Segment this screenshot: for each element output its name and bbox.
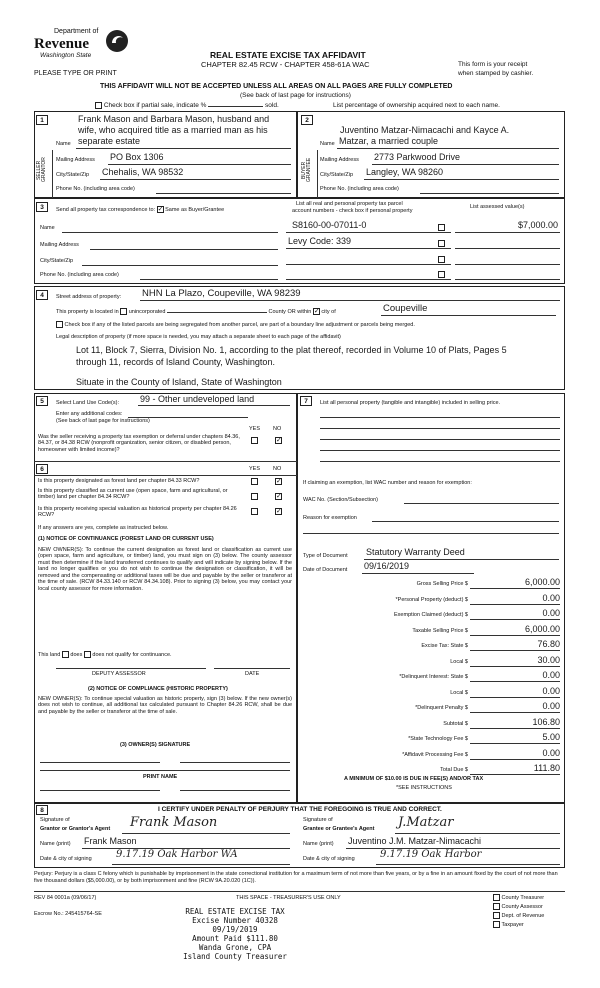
tax-mailing-label: Mailing Address (40, 242, 79, 248)
section-5-no: NO (273, 426, 282, 432)
seller-name-line-2: wife, who acquired title as a married man as his (78, 125, 268, 135)
segregated-checkbox[interactable] (56, 321, 63, 328)
street-label: Street address of property: (56, 294, 122, 300)
tax-row-label: *Delinquent Penalty $ (415, 705, 468, 711)
seller-mailing[interactable]: PO Box 1306 (110, 152, 164, 162)
tax-row-label: Local $ (450, 689, 468, 696)
doc-date[interactable]: 09/16/2019 (364, 561, 410, 571)
see-back: (See back of last page for instructions) (240, 92, 351, 99)
exemption-no-checkbox[interactable]: ✓ (276, 437, 282, 444)
deputy-date-label: DATE (245, 671, 260, 677)
perjury-note: Perjury: Perjury is a class C felony which is punishable by imprisonment in the state correctional institution for a maximum term of not more than five years, or by a fine in an amount fixed by the court of not more than five thousand dollars ($5,000.00), or by both imprisonment and fine (RCW 9A.20.020 (1C)). (34, 871, 558, 884)
tax-row-value[interactable]: 76.80 (537, 639, 560, 649)
seller-name-label: Name (56, 141, 71, 147)
logo-state: Washington State (40, 52, 92, 59)
grantee-signature[interactable]: J.Matzar (398, 815, 454, 830)
tax-name-label: Name (40, 225, 55, 231)
stamp-line-1: REAL ESTATE EXCISE TAX (185, 907, 285, 916)
section-5-yes: YES (249, 426, 261, 432)
additional-codes-note: (See back of last page for instructions) (56, 418, 150, 424)
unincorporated-checkbox[interactable] (120, 308, 127, 315)
exemption-question: Was the seller receiving a property tax exemption or deferral under chapters 84.36, 84.37, or 84.38 RCW (nonprofit organization, senior citizen, or disabled person, homeowner with limited income)? (38, 434, 240, 453)
stamp-line-4: Amount Paid $111.80 (192, 934, 278, 943)
seller-name-line-1: Frank Mason and Barbara Mason, husband and (78, 114, 270, 124)
current-use-yes-checkbox[interactable] (251, 493, 258, 500)
deputy-assessor-label: DEPUTY ASSESSOR (92, 671, 146, 677)
stamp-line-6: Island County Treasurer (183, 952, 287, 961)
grantee-date-label: Date & city of signing (303, 856, 355, 862)
legal-line-1: Lot 11, Block 7, Sierra, Division No. 1, according to the plat thereof, recorded in Volume 10 of Plats, Pages 5 (76, 345, 507, 355)
print-name-label: PRINT NAME (143, 774, 178, 780)
section-6-no: NO (273, 466, 282, 472)
grantor-date-city[interactable]: 9.17.19 Oak Harbor WA (116, 849, 238, 860)
copy-label: County Treasurer (501, 894, 545, 901)
copy-county-assessor[interactable] (493, 903, 544, 912)
city-checkbox[interactable]: ✓ (313, 308, 320, 315)
sold-label: sold. (265, 102, 279, 110)
tax-row-label: Excise Tax: State $ (421, 643, 468, 649)
grantor-name-print-label: Name (print) (40, 841, 71, 847)
tax-row-label: *Affidavit Processing Fee $ (402, 751, 468, 758)
seller-city[interactable]: Chehalis, WA 98532 (102, 167, 184, 177)
grantor-date-label: Date & city of signing (40, 856, 92, 862)
current-use-no-checkbox[interactable]: ✓ (276, 493, 282, 500)
tax-row-label: *Delinquent Interest: State $ (399, 674, 468, 680)
parcel-1-personal-checkbox[interactable] (438, 224, 445, 231)
tax-row-value[interactable]: 6,000.00 (524, 577, 560, 587)
city-of-label: city of (321, 308, 336, 315)
section-7-number: 7 (300, 396, 312, 406)
minimum-note: A MINIMUM OF $10.00 IS DUE IN FEE(S) AND/OR TAX (344, 776, 484, 782)
buyer-city[interactable]: Langley, WA 98260 (366, 167, 444, 177)
tax-row-value[interactable]: 0.00 (542, 747, 560, 758)
current-use-question: Is this property classified as current use (open space, farm and agricultural, or timber) land per chapter 84.34 RCW? (38, 488, 228, 501)
buyer-city-label: City/State/Zip (320, 172, 354, 178)
send-label: Send all property tax correspondence to: (56, 206, 156, 213)
doc-type[interactable]: Statutory Warranty Deed (366, 547, 465, 557)
wa-seal-icon (104, 28, 130, 54)
parcel-4-personal-checkbox[interactable] (438, 271, 445, 278)
segregated-label: Check box if any of the listed parcels are being segregated from another parcel, are part of a boundary line adjustment or parcels being merged. (64, 321, 415, 328)
grantor-name-print[interactable]: Frank Mason (84, 836, 137, 846)
street-address[interactable]: NHN La Plazo, Coupeville, WA 98239 (142, 288, 301, 299)
assessed-value-1[interactable]: $7,000.00 (517, 220, 558, 230)
parcel-header-1: List all real and personal property tax parcel (296, 201, 403, 207)
same-as-label: Same as Buyer/Grantee (165, 206, 225, 213)
land-use-label: Select Land Use Code(s): (56, 400, 119, 406)
certify-statement: I CERTIFY UNDER PENALTY OF PERJURY THAT THE FOREGOING IS TRUE AND CORRECT. (158, 806, 442, 813)
tax-row-label: *State Technology Fee $ (408, 736, 468, 742)
send-correspondence (56, 206, 224, 213)
parcel-2-personal-checkbox[interactable] (438, 240, 445, 247)
legal-label: Legal description of property (if more space is needed, you may attach a separate sheet to each page of the affidavit) (56, 334, 341, 340)
grantor-agent-label: Grantor or Grantor's Agent (40, 826, 111, 832)
notice-2-body: NEW OWNER(S): To continue special valuation as historic property, sign (3) below. If the new owner(s) does not wish to continue, all additional tax calculated pursuant to Chapter 84.26 RCW, shall be due and payable by the seller or transferor at the time of sale. (38, 696, 292, 715)
buyer-mailing[interactable]: 2773 Parkwood Drive (374, 152, 461, 162)
section-6-yes: YES (249, 466, 261, 472)
tax-row-label: Total Due $ (440, 767, 468, 773)
tax-row-label: Exemption Claimed (deduct) $ (394, 612, 468, 618)
partial-sale-checkbox[interactable] (95, 102, 102, 109)
tax-row-label: Gross Selling Price $ (416, 581, 468, 587)
historic-no-checkbox[interactable]: ✓ (276, 508, 282, 515)
parcel-3-personal-checkbox[interactable] (438, 256, 445, 263)
copy-label: County Assessor (501, 903, 543, 910)
does-checkbox[interactable] (62, 651, 69, 658)
stamp-line-3: 09/19/2019 (212, 925, 258, 934)
notice-1-body: NEW OWNER(S): To continue the current designation as forest land or classification as current use (open space, farm and agriculture, or timber) land, you must sign on (3) below. The county assessor must then determine if the land transferred continues to qualify and will indicate by signing below. If the land no longer qualifies or you do not wish to continue the designation or classification, it will be removed and the compensating or additional taxes will be due and payable by the seller or transferor at the time of sale. (RCW 84.33.140 or RCW 84.34.108). Prior to signing (3) below, you may contact your local county assessor for more information. (38, 547, 292, 592)
dor-logo (34, 28, 134, 70)
warning-line: THIS AFFIDAVIT WILL NOT BE ACCEPTED UNLESS ALL AREAS ON ALL PAGES ARE FULLY COMPLETED (100, 83, 453, 90)
tax-row-value[interactable]: 0.00 (542, 592, 560, 603)
parcel-header-2: account numbers - check box if personal property (292, 208, 413, 214)
does-not-label: does not qualify for continuance. (92, 651, 172, 658)
assessed-header: List assessed value(s) (470, 204, 525, 210)
buyer-side-label: BUYER GRANTEE (301, 157, 312, 183)
levy-code[interactable]: Levy Code: 339 (288, 236, 352, 246)
segregated-row (56, 321, 415, 328)
if-yes-note: If any answers are yes, complete as instructed below. (38, 525, 169, 531)
owner-signature-label: (3) OWNER(S) SIGNATURE (120, 742, 191, 748)
section-1-number: 1 (36, 115, 48, 125)
parcel-number-1[interactable]: S8160-00-07011-0 (292, 220, 367, 230)
tax-row-value[interactable]: 106.80 (532, 716, 560, 727)
tax-row-value[interactable]: 5.00 (542, 732, 560, 742)
buyer-name-label: Name (320, 141, 335, 147)
section-4-number: 4 (36, 290, 48, 300)
escrow-number: Escrow No.: 245415764-SE (34, 911, 102, 917)
seller-side-label: SELLER GRANTOR (36, 157, 47, 183)
copy-label: Dept. of Revenue (501, 912, 545, 919)
receipt-note-2: when stamped by cashier. (458, 70, 534, 77)
historic-yes-checkbox[interactable] (251, 508, 258, 515)
section-6-number: 6 (36, 464, 48, 474)
exemption-yes-checkbox[interactable] (251, 437, 258, 444)
grantee-name-print[interactable]: Juventino J.M. Matzar-Nimacachi (348, 836, 482, 846)
historic-question: Is this property receiving special valuation as historical property per chapter 84.26 RCW? (38, 506, 237, 519)
tax-row-label: Taxable Selling Price $ (412, 627, 468, 634)
doc-date-label: Date of Document (303, 567, 348, 573)
buyer-name-line-2[interactable]: Matzar, a married couple (339, 136, 439, 146)
tax-row-label: Subtotal $ (443, 720, 468, 727)
logo-dept-line: Department of (54, 28, 99, 35)
tax-row-value[interactable]: 0.00 (542, 701, 560, 711)
county-label: County OR within (268, 308, 312, 315)
forest-no-checkbox[interactable]: ✓ (276, 478, 282, 485)
forest-question: Is this property designated as forest land per chapter 84.33 RCW? (38, 478, 200, 484)
tax-row-value[interactable]: 6,000.00 (524, 623, 560, 634)
ownership-note: List percentage of ownership acquired next to each name. (333, 102, 500, 109)
form-chapter: CHAPTER 82.45 RCW - CHAPTER 458-61A WAC (201, 60, 370, 69)
grantee-agent-label: Grantee or Grantee's Agent (303, 826, 375, 832)
located-label: This property is located in (56, 308, 119, 315)
notice-2-title: (2) NOTICE OF COMPLIANCE (HISTORIC PROPERTY) (88, 686, 228, 692)
section-2-number: 2 (301, 115, 313, 125)
partial-sale-row (95, 102, 279, 109)
rev-number: REV 84 0001a (09/06/17) (34, 895, 97, 901)
stamp-line-5: Wanda Grone, CPA (198, 943, 272, 952)
buyer-name-line-1: Juventino Matzar-Nimacachi and Kayce A. (340, 125, 510, 135)
buyer-mailing-label: Mailing Address (320, 157, 359, 163)
tax-row-value[interactable]: 30.00 (537, 654, 560, 665)
additional-codes: Enter any additional codes: (56, 411, 123, 417)
tax-row-value[interactable]: 0.00 (542, 685, 560, 696)
grantor-signature[interactable]: Frank Mason (130, 815, 218, 830)
seller-mailing-label: Mailing Address (56, 157, 95, 163)
section-3-number: 3 (36, 202, 48, 212)
forest-yes-checkbox[interactable] (251, 478, 258, 485)
reason-label: Reason for exemption (303, 515, 357, 521)
partial-sale-label: Check box if partial sale, indicate % (103, 102, 207, 110)
tax-row-value[interactable]: 111.80 (533, 763, 560, 773)
land-use-code[interactable]: 99 - Other undeveloped land (140, 394, 255, 404)
unincorporated-label: unincorporated (128, 308, 166, 315)
copy-taxpayer[interactable] (493, 921, 544, 930)
grantee-name-print-label: Name (print) (303, 841, 334, 847)
legal-line-3: Situate in the County of Island, State of Washington (76, 377, 282, 387)
see-instructions: *SEE INSTRUCTIONS (396, 785, 452, 791)
section-8-number: 8 (36, 805, 48, 815)
grantor-sig-of: Signature of (40, 817, 70, 823)
seller-name-line-3[interactable]: separate estate (78, 136, 141, 146)
qualify-row (38, 651, 172, 658)
grantee-sig-of: Signature of (303, 817, 333, 823)
tax-row-label: *Personal Property (deduct) $ (395, 596, 468, 603)
copy-county-treasurer[interactable] (493, 894, 544, 903)
located-row (56, 308, 336, 315)
seller-phone-label: Phone No. (including area code) (56, 186, 135, 192)
tax-phone-label: Phone No. (including area code) (40, 272, 119, 278)
buyer-phone-label: Phone No. (including area code) (320, 186, 399, 192)
qualify-label: This land (38, 651, 61, 658)
does-label: does (70, 651, 83, 658)
logo-revenue: Revenue (34, 36, 89, 52)
grantee-date-city[interactable]: 9.17.19 Oak Harbor (380, 849, 482, 860)
tax-row-value[interactable]: 0.00 (542, 670, 560, 680)
copy-label: Taxpayer (501, 921, 524, 928)
doc-type-label: Type of Document (303, 553, 348, 559)
wac-label: WAC No. (Section/Subsection) (303, 497, 378, 503)
copy-dept-revenue[interactable] (493, 912, 544, 921)
stamp-line-2: Excise Number 40328 (192, 916, 278, 925)
does-not-checkbox[interactable] (84, 651, 91, 658)
exemption-claim-label: If claiming an exemption, list WAC number and reason for exemption: (303, 480, 472, 486)
treasurer-space: THIS SPACE - TREASURER'S USE ONLY (236, 895, 341, 901)
seller-city-label: City/State/Zip (56, 172, 90, 178)
form-title: REAL ESTATE EXCISE TAX AFFIDAVIT (210, 50, 366, 60)
legal-line-2: through 11, records of Island County, Washington. (76, 357, 275, 367)
personal-property-label: List all personal property (tangible and intangible) included in selling price. (320, 400, 501, 406)
property-city[interactable]: Coupeville (383, 303, 428, 314)
please-type: PLEASE TYPE OR PRINT (34, 70, 117, 77)
same-as-buyer-checkbox[interactable]: ✓ (157, 206, 164, 213)
receipt-note-1: This form is your receipt (458, 61, 528, 68)
copy-distribution (493, 894, 544, 930)
treasurer-stamp (150, 907, 320, 961)
section-5-number: 5 (36, 396, 48, 406)
tax-row-value[interactable]: 0.00 (542, 608, 560, 618)
tax-city-label: City/State/Zip (40, 258, 74, 264)
tax-row-label: Local $ (450, 658, 468, 665)
notice-1-title: (1) NOTICE OF CONTINUANCE (FOREST LAND OR CURRENT USE) (38, 536, 214, 542)
